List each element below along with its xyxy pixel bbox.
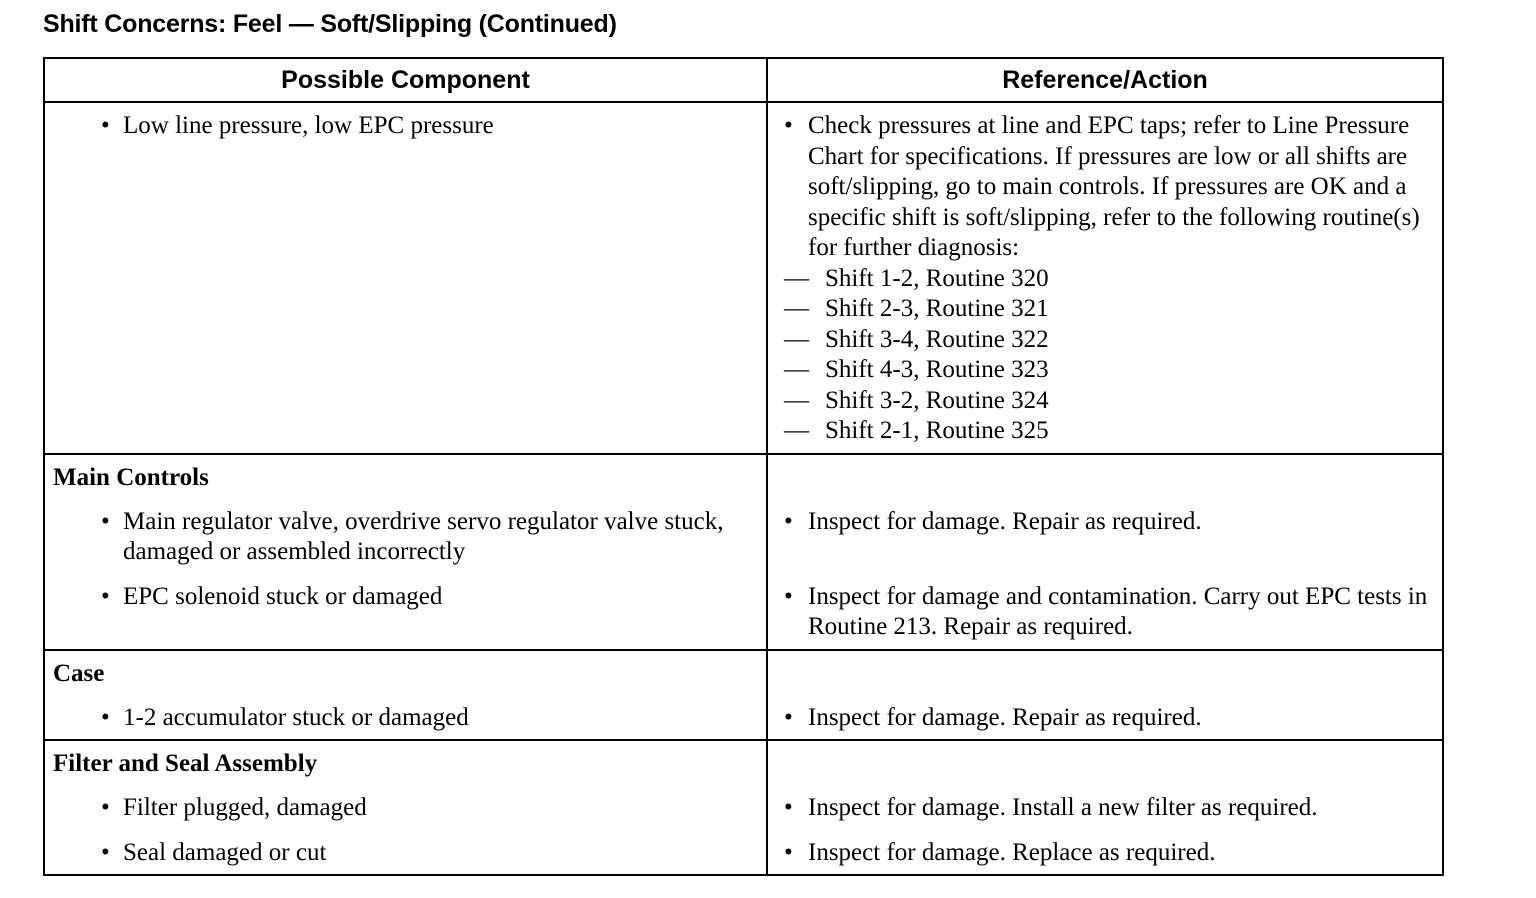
routine-item — [776, 294, 1432, 325]
bullet-icon: • — [784, 582, 793, 610]
action-text: Check pressures at line and EPC taps; refer to Line Pressure Chart for specifications. If pressures are low or all shifts are soft/slipping, go to main controls. If pressures are OK and a specific shift is soft/slipping, refer to the following routine(s) for further diagnosis: — [808, 112, 1420, 261]
table-row — [44, 650, 1443, 741]
action-cell — [767, 650, 1443, 741]
component-text: Seal damaged or cut — [123, 838, 327, 866]
list-item — [53, 793, 758, 824]
action-text: Inspect for damage. Repair as required. — [808, 507, 1202, 535]
section-title-main-controls: Main Controls — [53, 463, 209, 491]
dash-icon: — — [784, 386, 809, 414]
list-item — [53, 507, 758, 568]
dash-icon: — — [784, 264, 809, 292]
diagnosis-table — [43, 57, 1444, 876]
column-header-action: Reference/Action — [767, 58, 1443, 102]
routine-item — [776, 355, 1432, 386]
action-text: Inspect for damage. Repair as required. — [808, 703, 1202, 731]
bullet-icon: • — [784, 838, 793, 866]
list-item — [53, 582, 758, 613]
bullet-icon: • — [101, 582, 110, 610]
action-text: Inspect for damage. Replace as required. — [808, 838, 1216, 866]
list-item — [776, 703, 1434, 734]
list-item — [776, 111, 1432, 264]
routine-text: Shift 2-3, Routine 321 — [825, 295, 1049, 322]
routine-text: Shift 3-2, Routine 324 — [825, 386, 1049, 414]
action-cell — [767, 102, 1443, 454]
routine-item — [776, 416, 1432, 447]
component-text: Main regulator valve, overdrive servo regulator valve stuck, damaged or assembled incorrectly — [123, 507, 724, 565]
list-item — [776, 838, 1434, 869]
action-text: Inspect for damage and contamination. Carry out EPC tests in Routine 213. Repair as required. — [808, 582, 1428, 640]
component-text: Low line pressure, low EPC pressure — [123, 112, 494, 139]
list-item — [53, 703, 758, 734]
component-text: EPC solenoid stuck or damaged — [123, 582, 443, 610]
component-text: 1-2 accumulator stuck or damaged — [123, 703, 469, 731]
bullet-icon: • — [784, 507, 793, 535]
bullet-icon: • — [101, 794, 110, 821]
bullet-icon: • — [101, 703, 110, 731]
dash-icon: — — [784, 325, 809, 353]
dash-icon: — — [784, 295, 809, 322]
table-row — [44, 102, 1443, 454]
column-header-component: Possible Component — [44, 58, 767, 102]
routine-text: Shift 3-4, Routine 322 — [825, 325, 1049, 353]
bullet-icon: • — [784, 794, 793, 821]
list-item — [776, 793, 1434, 824]
routine-item — [776, 325, 1432, 356]
list-item — [53, 838, 758, 869]
table-header-row — [44, 58, 1443, 102]
component-cell — [44, 454, 767, 650]
bullet-icon: • — [784, 703, 793, 731]
section-title-filter: Filter and Seal Assembly — [53, 750, 318, 777]
component-cell — [44, 650, 767, 741]
page-title: Shift Concerns: Feel — Soft/Slipping (Continued) — [43, 10, 617, 38]
dash-icon: — — [784, 356, 809, 383]
table-row — [44, 740, 1443, 875]
table-row — [44, 454, 1443, 650]
action-cell — [767, 740, 1443, 875]
section-title-case: Case — [53, 659, 105, 687]
bullet-icon: • — [784, 112, 793, 139]
routine-text: Shift 1-2, Routine 320 — [825, 264, 1049, 292]
bullet-icon: • — [101, 838, 110, 866]
bullet-icon: • — [101, 507, 110, 535]
action-text: Inspect for damage. Install a new filter as required. — [808, 794, 1318, 821]
list-item — [776, 582, 1432, 643]
list-item — [53, 111, 758, 142]
list-item — [776, 507, 1432, 568]
routine-text: Shift 2-1, Routine 325 — [825, 417, 1049, 444]
component-cell — [44, 740, 767, 875]
dash-icon: — — [784, 417, 809, 444]
component-text: Filter plugged, damaged — [123, 794, 367, 821]
routine-item — [776, 386, 1432, 417]
action-cell — [767, 454, 1443, 650]
routine-text: Shift 4-3, Routine 323 — [825, 356, 1049, 383]
routine-item — [776, 264, 1432, 295]
component-cell — [44, 102, 767, 454]
bullet-icon: • — [101, 112, 110, 139]
